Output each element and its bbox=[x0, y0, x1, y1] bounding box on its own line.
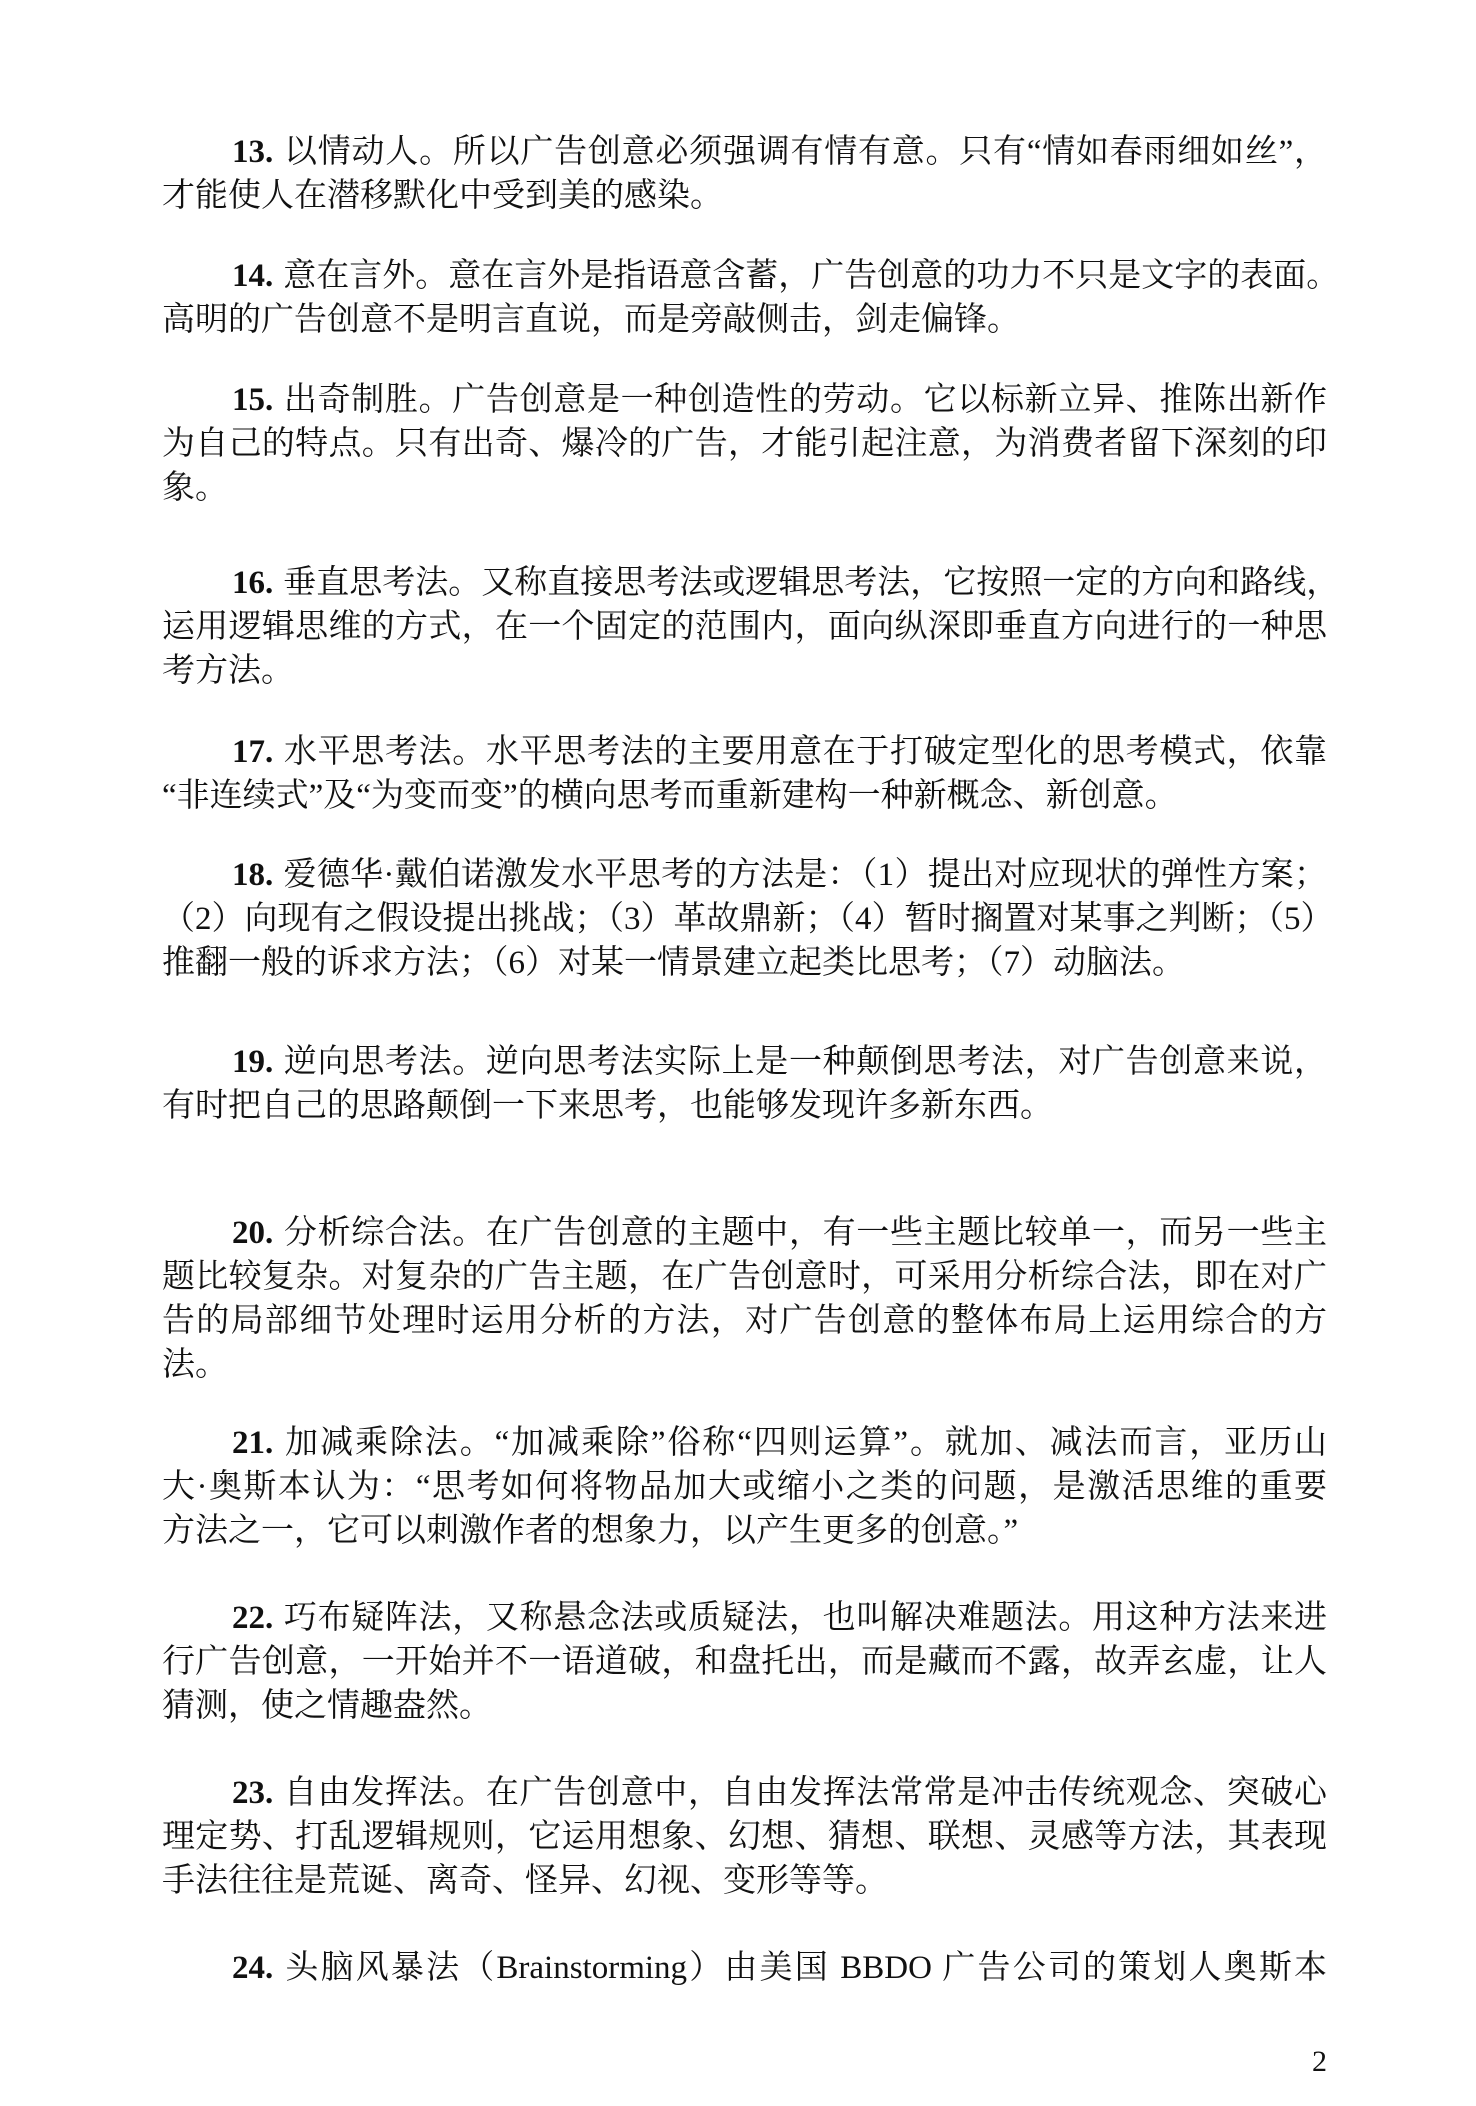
numbered-paragraph bbox=[162, 730, 1327, 818]
paragraph-text: 分析综合法。在广告创意的主题中，有一些主题比较单一，而另一些主 bbox=[283, 1215, 1327, 1251]
paragraph-number: 19. bbox=[232, 1044, 274, 1080]
paragraph-text: 水平思考法。水平思考法的主要用意在于打破定型化的思考模式，依靠 bbox=[283, 734, 1327, 770]
paragraph-line bbox=[162, 466, 1327, 510]
paragraph-text: 猜测，使之情趣盎然。 bbox=[162, 1688, 492, 1724]
numbered-paragraph bbox=[162, 1040, 1327, 1128]
paragraph-text: 题比较复杂。对复杂的广告主题，在广告创意时，可采用分析综合法，即在对广 bbox=[162, 1259, 1327, 1295]
numbered-paragraph bbox=[162, 561, 1340, 693]
paragraph-text: 爱德华·戴伯诺激发水平思考的方法是：（1）提出对应现状的弹性方案； bbox=[283, 857, 1327, 893]
paragraph-text: 行广告创意，一开始并不一语道破，和盘托出，而是藏而不露，故弄玄虚，让人 bbox=[162, 1644, 1327, 1680]
paragraph-number: 17. bbox=[232, 734, 274, 770]
paragraph-line bbox=[162, 1684, 1327, 1728]
paragraph-line bbox=[162, 853, 1327, 897]
paragraph-line bbox=[162, 605, 1327, 649]
paragraph-text: “非连续式”及“为变而变”的横向思考而重新建构一种新概念、新创意。 bbox=[162, 778, 1178, 814]
paragraph-line bbox=[162, 1640, 1327, 1684]
numbered-paragraph bbox=[162, 1421, 1327, 1553]
numbered-paragraph bbox=[162, 853, 1334, 985]
paragraph-line bbox=[162, 1946, 1327, 1990]
paragraph-line bbox=[162, 1596, 1327, 1640]
paragraph-text: 运用逻辑思维的方式，在一个固定的范围内，面向纵深即垂直方向进行的一种思 bbox=[162, 609, 1327, 645]
numbered-paragraph bbox=[162, 130, 1327, 218]
paragraph-line bbox=[162, 298, 1327, 342]
paragraph-text: 垂直思考法。又称直接思考法或逻辑思考法，它按照一定的方向和路线， bbox=[283, 565, 1340, 601]
paragraph-line bbox=[162, 1465, 1327, 1509]
paragraph-text: 加减乘除法。“加减乘除”俗称“四则运算”。就加、减法而言，亚历山 bbox=[283, 1425, 1327, 1461]
paragraph-line bbox=[162, 1421, 1327, 1465]
paragraph-number: 21. bbox=[232, 1425, 274, 1461]
paragraph-line bbox=[162, 941, 1327, 985]
paragraph-number: 18. bbox=[232, 857, 274, 893]
paragraph-number: 20. bbox=[232, 1215, 274, 1251]
paragraph-text: 象。 bbox=[162, 470, 228, 506]
paragraph-line bbox=[162, 1815, 1327, 1859]
paragraph-text: （2）向现有之假设提出挑战；（3）革故鼎新；（4）暂时搁置对某事之判断；（5） bbox=[162, 901, 1334, 937]
paragraph-line bbox=[162, 730, 1327, 774]
paragraph-line bbox=[162, 1255, 1327, 1299]
numbered-paragraph bbox=[162, 1596, 1327, 1728]
paragraph-number: 22. bbox=[232, 1600, 274, 1636]
paragraph-text: 推翻一般的诉求方法；（6）对某一情景建立起类比思考；（7）动脑法。 bbox=[162, 945, 1185, 981]
paragraph-line bbox=[162, 1211, 1327, 1255]
paragraph-text: 高明的广告创意不是明言直说，而是旁敲侧击，剑走偏锋。 bbox=[162, 302, 1020, 338]
paragraph-line bbox=[162, 649, 1327, 693]
paragraph-number: 24. bbox=[232, 1950, 274, 1986]
numbered-paragraph bbox=[162, 1771, 1327, 1903]
paragraph-line bbox=[162, 1771, 1327, 1815]
paragraph-number: 13. bbox=[232, 134, 274, 170]
paragraph-line bbox=[162, 561, 1340, 605]
paragraph-number: 16. bbox=[232, 565, 274, 601]
paragraph-text: 头脑风暴法（Brainstorming）由美国 BBDO 广告公司的策划人奥斯本 bbox=[283, 1950, 1327, 1986]
paragraph-text: 意在言外。意在言外是指语意含蓄，广告创意的功力不只是文字的表面。 bbox=[283, 258, 1340, 294]
paragraph-number: 15. bbox=[232, 382, 274, 418]
paragraph-line bbox=[162, 1509, 1327, 1553]
paragraph-text: 大·奥斯本认为：“思考如何将物品加大或缩小之类的问题，是激活思维的重要 bbox=[162, 1469, 1327, 1505]
page-number: 2 bbox=[1312, 2045, 1327, 2078]
paragraph-text: 法。 bbox=[162, 1347, 228, 1383]
paragraph-text: 以情动人。所以广告创意必须强调有情有意。只有“情如春雨细如丝”， bbox=[283, 134, 1327, 170]
paragraph-line bbox=[162, 897, 1334, 941]
paragraph-text: 告的局部细节处理时运用分析的方法，对广告创意的整体布局上运用综合的方 bbox=[162, 1303, 1327, 1339]
paragraph-text: 出奇制胜。广告创意是一种创造性的劳动。它以标新立异、推陈出新作 bbox=[283, 382, 1327, 418]
paragraph-text: 才能使人在潜移默化中受到美的感染。 bbox=[162, 178, 723, 214]
paragraph-line bbox=[162, 774, 1327, 818]
numbered-paragraph bbox=[162, 254, 1340, 342]
paragraph-text: 理定势、打乱逻辑规则，它运用想象、幻想、猜想、联想、灵感等方法，其表现 bbox=[162, 1819, 1327, 1855]
paragraph-line bbox=[162, 1040, 1327, 1084]
paragraph-line bbox=[162, 130, 1327, 174]
paragraph-line bbox=[162, 1084, 1327, 1128]
paragraph-number: 23. bbox=[232, 1775, 274, 1811]
numbered-paragraph bbox=[162, 378, 1327, 510]
paragraph-text: 逆向思考法。逆向思考法实际上是一种颠倒思考法，对广告创意来说， bbox=[283, 1044, 1327, 1080]
paragraph-line bbox=[162, 1859, 1327, 1903]
numbered-paragraph bbox=[162, 1946, 1327, 1990]
paragraph-text: 有时把自己的思路颠倒一下来思考，也能够发现许多新东西。 bbox=[162, 1088, 1053, 1124]
paragraph-text: 自由发挥法。在广告创意中，自由发挥法常常是冲击传统观念、突破心 bbox=[283, 1775, 1327, 1811]
paragraph-text: 为自己的特点。只有出奇、爆冷的广告，才能引起注意，为消费者留下深刻的印 bbox=[162, 426, 1327, 462]
paragraph-line bbox=[162, 378, 1327, 422]
paragraph-number: 14. bbox=[232, 258, 274, 294]
paragraph-text: 方法之一，它可以刺激作者的想象力，以产生更多的创意。” bbox=[162, 1513, 1019, 1549]
numbered-paragraph bbox=[162, 1211, 1327, 1387]
paragraph-line bbox=[162, 1343, 1327, 1387]
paragraph-text: 巧布疑阵法，又称悬念法或质疑法，也叫解决难题法。用这种方法来进 bbox=[283, 1600, 1327, 1636]
paragraph-line bbox=[162, 174, 1327, 218]
paragraph-line bbox=[162, 1299, 1327, 1343]
paragraph-text: 手法往往是荒诞、离奇、怪异、幻视、变形等等。 bbox=[162, 1863, 888, 1899]
paragraph-line bbox=[162, 422, 1327, 466]
paragraph-text: 考方法。 bbox=[162, 653, 294, 689]
paragraph-line bbox=[162, 254, 1340, 298]
